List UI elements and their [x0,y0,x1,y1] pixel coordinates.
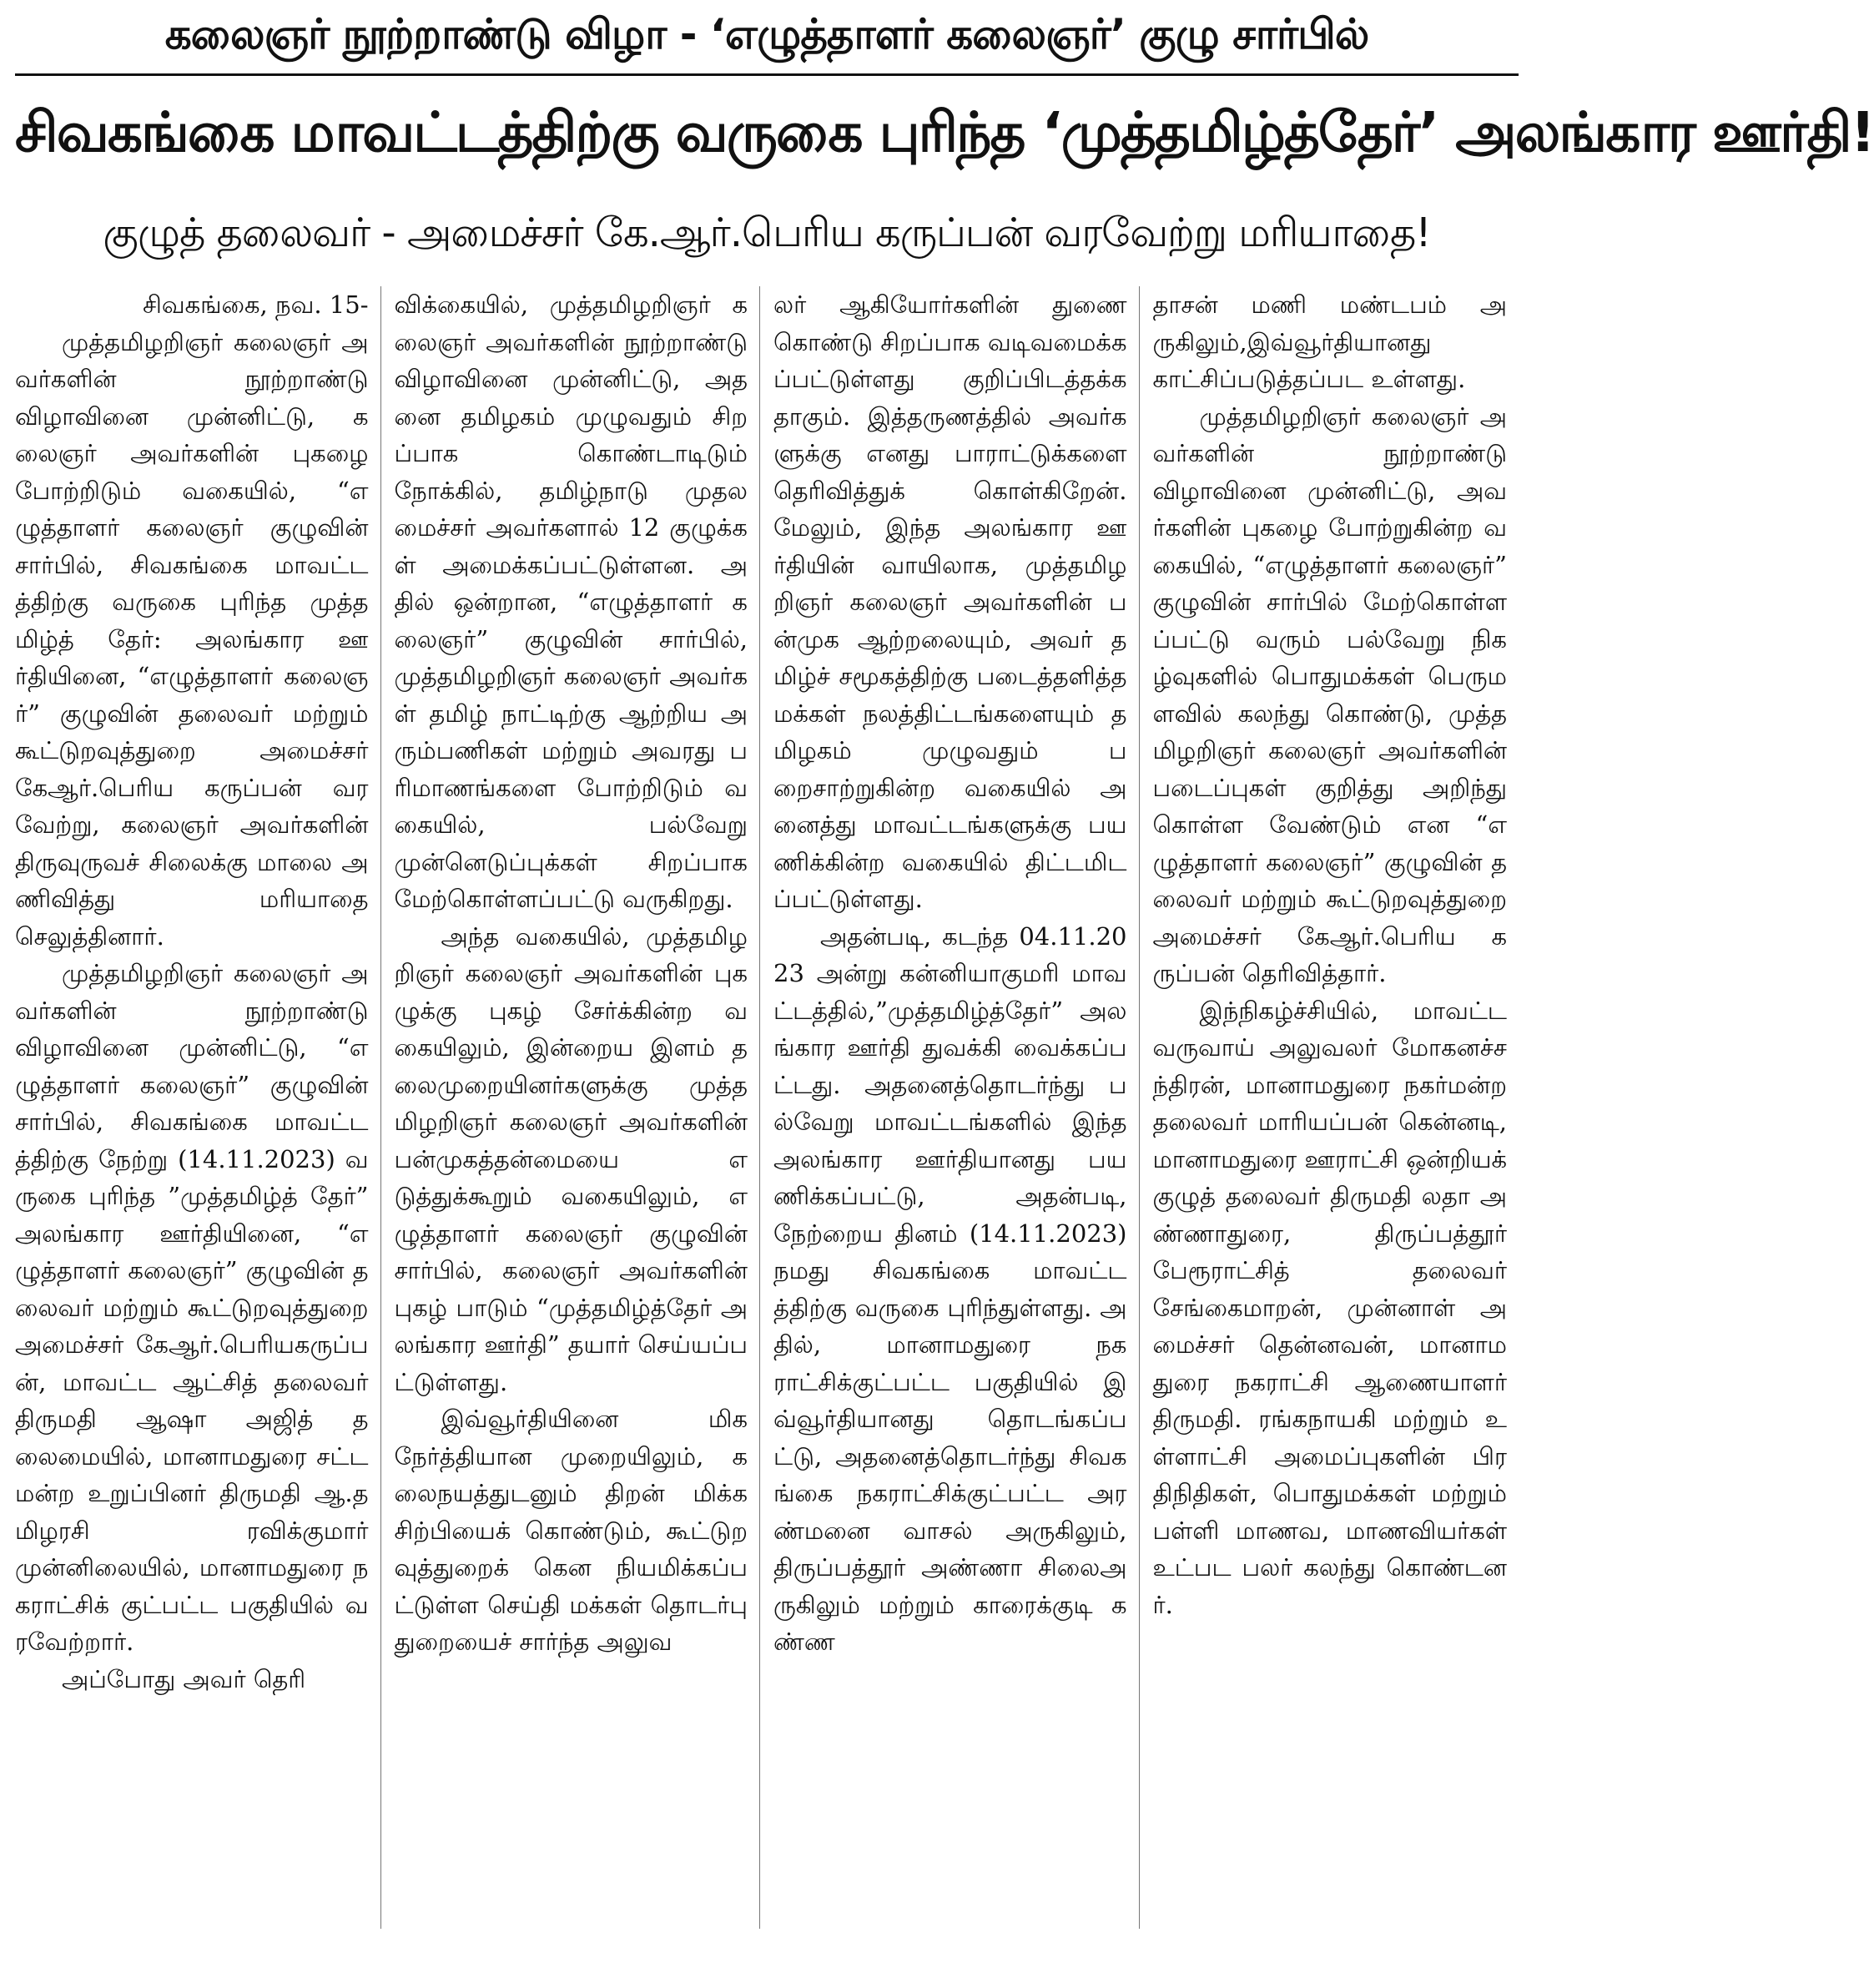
paragraph: அதன்படி, கடந்த 04.11.2023 அன்று கன்னியாகுமரி மாவட்டத்தில்,”முத்தமிழ்த்தேர்” அலங்கார ஊர்தி துவக்கி வைக்கப்பட்டது. அதனைத்தொடர்ந்து பல்வேறு மாவட்டங்களில் இந்த அலங்கார ஊர்தியானது பயணிக்கப்பட்டு, அதன்படி, நேற்றைய தினம் (14.11.2023) நமது சிவகங்கை மாவட்டத்திற்கு வருகை புரிந்துள்ளது. அதில், மானாமதுரை நகராட்சிக்குட்பட்ட பகுதியில் இவ்வூர்தியானது தொடங்கப்பட்டு, அதனைத்தொடர்ந்து சிவகங்கை நகராட்சிக்குட்பட்ட அரண்மனை வாசல் அருகிலும், திருப்பத்தூர் அண்ணா சிலைஅருகிலும் மற்றும் காரைக்குடி கண்ண [773,921,1127,1656]
paragraph: விக்கையில், முத்தமிழறிஞர் கலைஞர் அவர்களின் நூற்றாண்டு விழாவினை முன்னிட்டு, அதனை தமிழகம் முழுவதும் சிறப்பாக கொண்டாடிடும் நோக்கில், தமிழ்நாடு முதலமைச்சர் அவர்களால் 12 குழுக்கள் அமைக்கப்பட்டுள்ளன. அதில் ஒன்றான, “எழுத்தாளர் கலைஞர்” குழுவின் சார்பில், முத்தமிழறிஞர் கலைஞர் அவர்கள் தமிழ் நாட்டிற்கு ஆற்றிய அரும்பணிகள் மற்றும் அவரது பரிமாணங்களை போற்றிடும் வகையில், பல்வேறு முன்னெடுப்புக்கள் சிறப்பாக மேற்கொள்ளப்பட்டு வருகிறது. [394,290,748,913]
paragraph: இவ்வூர்தியினை மிக நேர்த்தியான முறையிலும், கலைநயத்துடனும் திறன் மிக்க சிற்பியைக் கொண்டும், கூட்டுறவுத்துறைக் கென நியமிக்கப்பட்டுள்ள செய்தி மக்கள் தொடர்பு துறையைச் சார்ந்த அலுவ [394,1405,748,1656]
paragraph: அப்போது அவர் தெரி [62,1664,306,1693]
divider-line [15,73,1519,76]
column-2 [395,286,761,1929]
column-3 [773,286,1140,1929]
sub-headline: குழுத் தலைவர் - அமைச்சர் கே.ஆர்.பெரிய கருப்பன் வரவேற்று மரியாதை! [103,209,1431,256]
paragraph: அந்த வகையில், முத்தமிழறிஞர் கலைஞர் அவர்களின் புகழுக்கு புகழ் சேர்க்கின்ற வகையிலும், இன்றைய இளம் தலைமுறையினர்களுக்கு முத்தமிழறிஞர் கலைஞர் அவர்களின் பன்முகத்தன்மையை எடுத்துக்கூறும் வகையிலும், எழுத்தாளர் கலைஞர் குழுவின் சார்பில், கலைஞர் அவர்களின் புகழ் பாடும் “முத்தமிழ்த்தேர் அலங்கார ஊர்தி” தயார் செய்யப்பட்டுள்ளது. [394,921,748,1396]
column-4 [1153,286,1519,1929]
paragraph: இந்நிகழ்ச்சியில், மாவட்ட வருவாய் அலுவலர் மோகனச்சந்திரன், மானாமதுரை நகர்மன்ற தலைவர் மாரியப்பன் கென்னடி, மானாமதுரை ஊராட்சி ஒன்றியக் குழுத் தலைவர் திருமதி லதா அண்ணாதுரை, திருப்பத்தூர் பேரூராட்சித் தலைவர் சேங்கைமாறன், முன்னாள் அமைச்சர் தென்னவன், மானாமதுரை நகராட்சி ஆணையாளர் திருமதி. ரங்கநாயகி மற்றும் உள்ளாட்சி அமைப்புகளின் பிரதிநிதிகள், பொதுமக்கள் மற்றும் பள்ளி மாணவ, மாணவியர்கள் உட்பட பலர் கலந்து கொண்டனர். [1152,996,1507,1619]
paragraph: முத்தமிழறிஞர் கலைஞர் அவர்களின் நூற்றாண்டு விழாவினை முன்னிட்டு, கலைஞர் அவர்களின் புகழை போற்றிடும் வகையில், “எழுத்தாளர் கலைஞர் குழுவின் சார்பில், சிவகங்கை மாவட்டத்திற்கு வருகை புரிந்த முத்தமிழ்த் தேர்: அலங்கார ஊர்தியினை, “எழுத்தாளர் கலைஞர்” குழுவின் தலைவர் மற்றும் கூட்டுறவுத்துறை அமைச்சர் கேஆர்.பெரிய கருப்பன் வரவேற்று, கலைஞர் அவர்களின் திருவுருவச் சிலைக்கு மாலை அணிவித்து மரியாதை செலுத்தினார். [15,327,369,951]
paragraph: தாசன் மணி மண்டபம் அருகிலும்,இவ்வூர்தியானது காட்சிப்படுத்தப்பட உள்ளது. [1152,290,1507,393]
column-1 [15,286,381,1929]
dateline: சிவகங்கை, நவ. 15- [143,290,369,319]
paragraph: முத்தமிழறிஞர் கலைஞர் அவர்களின் நூற்றாண்டு விழாவினை முன்னிட்டு, “எழுத்தாளர் கலைஞர்” குழுவின் சார்பில், சிவகங்கை மாவட்டத்திற்கு நேற்று (14.11.2023) வருகை புரிந்த ”முத்தமிழ்த் தேர்” அலங்கார ஊர்தியினை, “எழுத்தாளர் கலைஞர்” குழுவின் தலைவர் மற்றும் கூட்டுறவுத்துறை அமைச்சர் கேஆர்.பெரியகருப்பன், மாவட்ட ஆட்சித் தலைவர் திருமதி ஆஷா அஜித் தலைமையில், மானாமதுரை சட்டமன்ற உறுப்பினர் திருமதி ஆ.தமிழரசி ரவிக்குமார் முன்னிலையில், மானாமதுரை நகராட்சிக் குட்பட்ட பகுதியில் வரவேற்றார். [15,959,369,1656]
kicker-heading: கலைஞர் நூற்றாண்டு விழா - ‘எழுத்தாளர் கலைஞர்’ குழு சார்பில் [164,10,1369,58]
main-headline: சிவகங்கை மாவட்டத்திற்கு வருகை புரிந்த ‘முத்தமிழ்த்தேர்’ அலங்கார ஊர்தி! [15,100,1874,164]
paragraph: லர் ஆகியோர்களின் துணை கொண்டு சிறப்பாக வடிவமைக்கப்பட்டுள்ளது குறிப்பிடத்தக்கதாகும். இத்தருணத்தில் அவர்களுக்கு எனது பாராட்டுக்களை தெரிவித்துக் கொள்கிறேன். மேலும், இந்த அலங்கார ஊர்தியின் வாயிலாக, முத்தமிழறிஞர் கலைஞர் அவர்களின் பன்முக ஆற்றலையும், அவர் தமிழ்ச் சமூகத்திற்கு படைத்தளித்த மக்கள் நலத்திட்டங்களையும் தமிழகம் முழுவதும் பறைசாற்றுகின்ற வகையில் அனைத்து மாவட்டங்களுக்கு பயணிக்கின்ற வகையில் திட்டமிடப்பட்டுள்ளது. [773,290,1127,913]
article-body [15,286,1519,1929]
paragraph: முத்தமிழறிஞர் கலைஞர் அவர்களின் நூற்றாண்டு விழாவினை முன்னிட்டு, அவர்களின் புகழை போற்றுகின்ற வகையில், “எழுத்தாளர் கலைஞர்” குழுவின் சார்பில் மேற்கொள்ளப்பட்டு வரும் பல்வேறு நிகழ்வுகளில் பொதுமக்கள் பெருமளவில் கலந்து கொண்டு, முத்தமிழறிஞர் கலைஞர் அவர்களின் படைப்புகள் குறித்து அறிந்து கொள்ள வேண்டும் என “எழுத்தாளர் கலைஞர்” குழுவின் தலைவர் மற்றும் கூட்டுறவுத்துறை அமைச்சர் கேஆர்.பெரிய கருப்பன் தெரிவித்தார். [1152,401,1507,987]
